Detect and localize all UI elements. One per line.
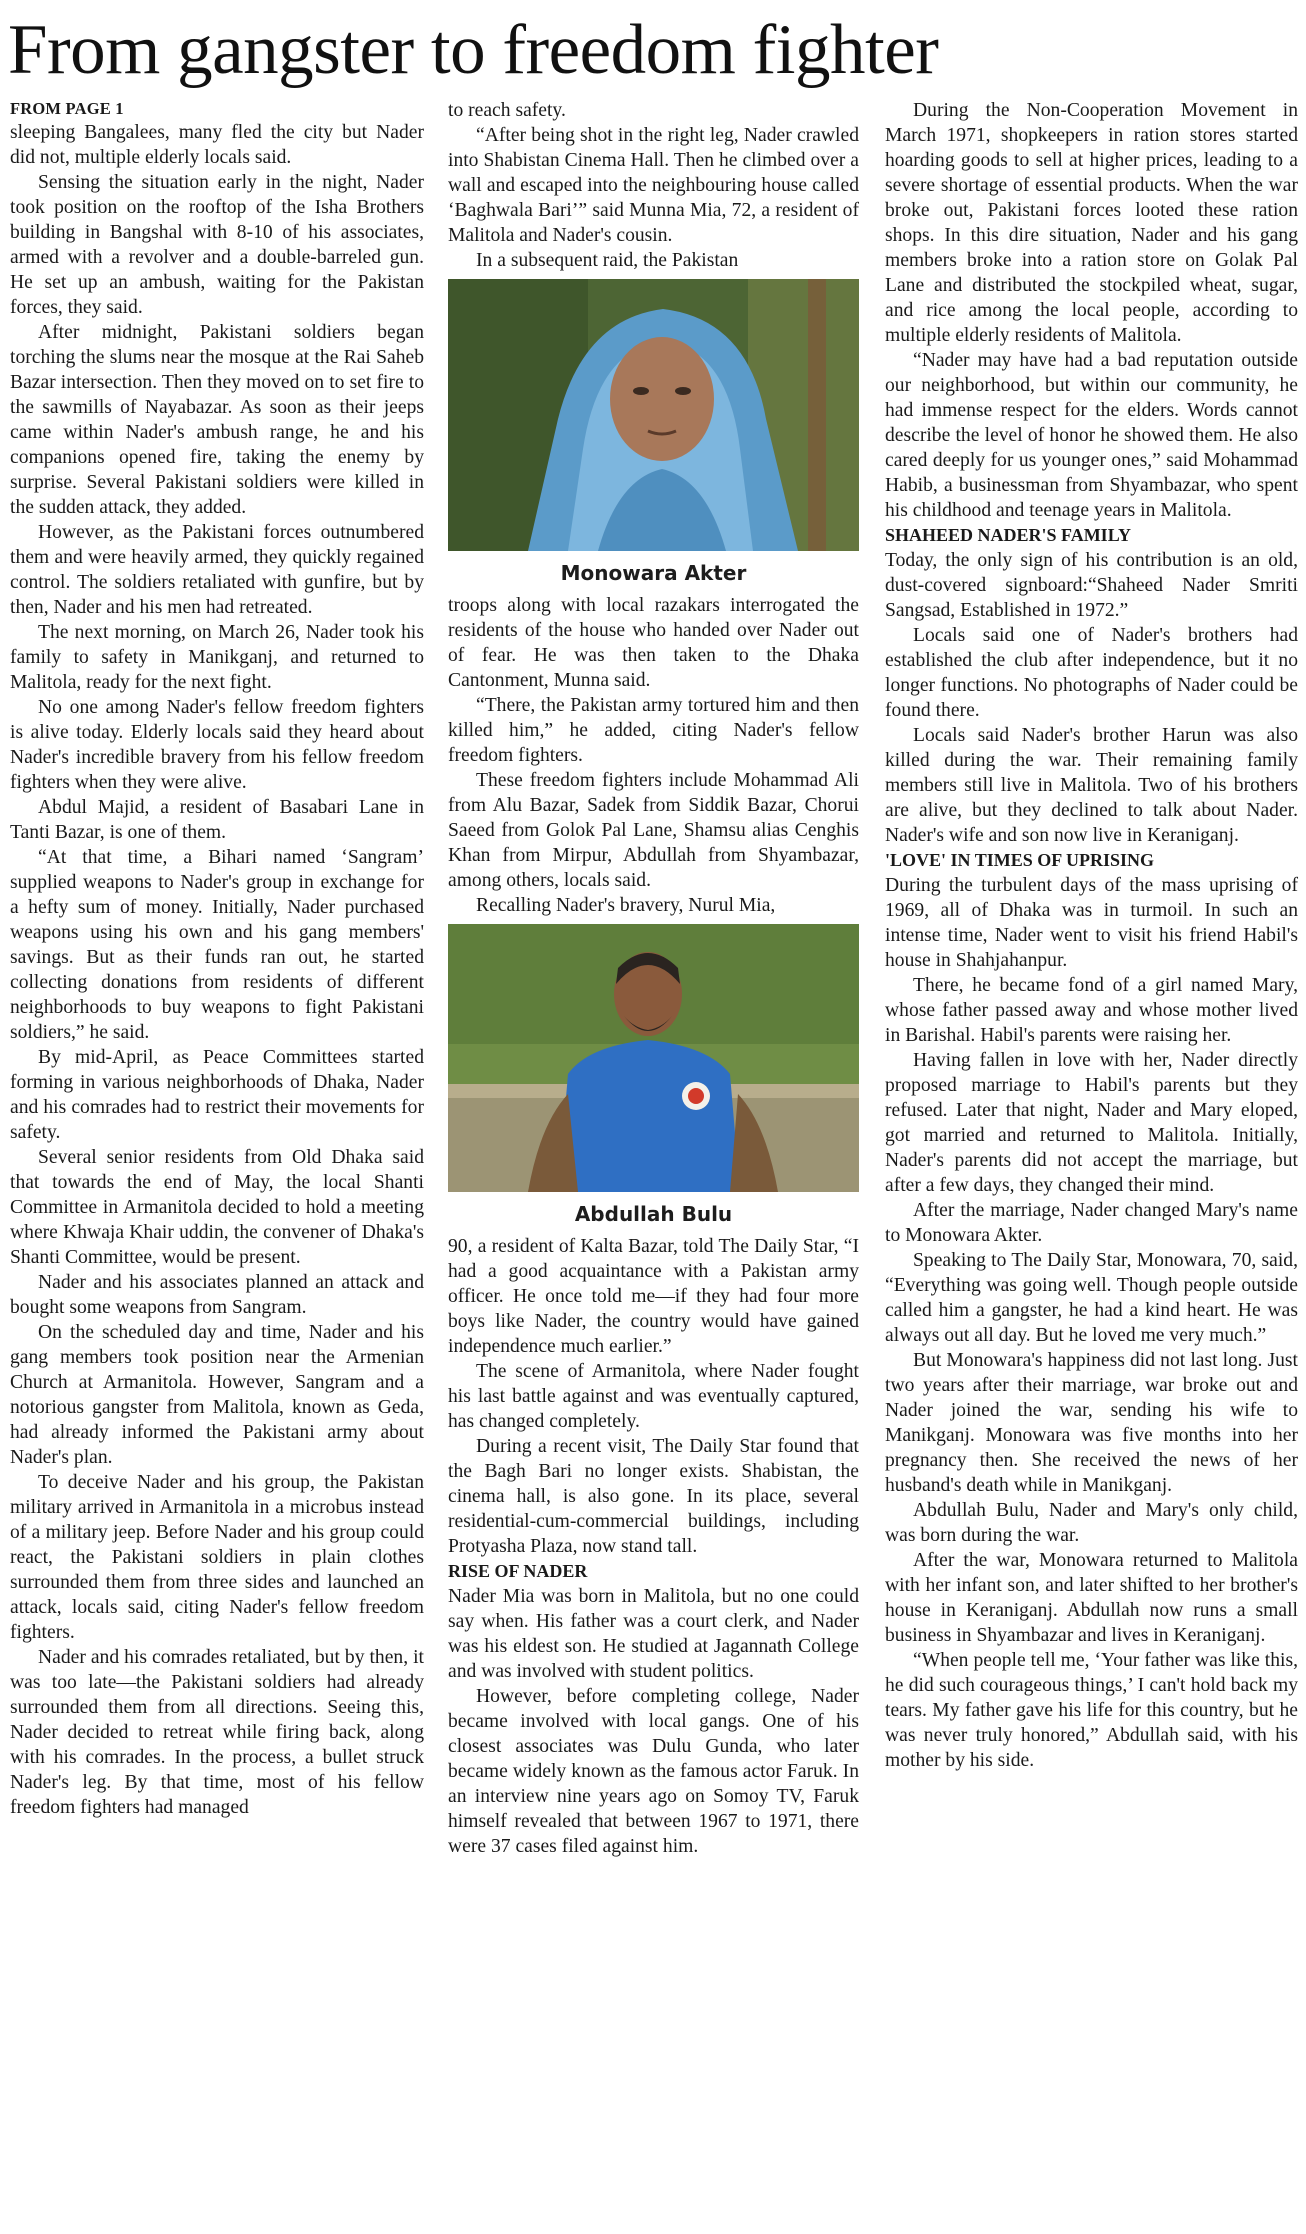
paragraph: During a recent visit, The Daily Star found that the Bagh Bari no longer exists. Shabistan, the cinema hall, is also gone. In its place, several residential-cum-commercial buildings, including Protyasha Plaza, now stand tall. — [448, 1436, 859, 1557]
paragraph: Nader Mia was born in Malitola, but no one could say when. His father was a court clerk, and Nader was his eldest son. He studied at Jagannath College and was involved with student politics. — [448, 1586, 859, 1682]
paragraph: “After being shot in the right leg, Nader crawled into Shabistan Cinema Hall. Then he climbed over a wall and escaped into the neighbouring house called ‘Baghwala Bari’” said Munna Mia, 72, a resident of Malitola and Nader's cousin. — [448, 125, 859, 246]
paragraph: After midnight, Pakistani soldiers began torching the slums near the mosque at the Rai Saheb Bazar intersection. Then they moved on to set fire to the sawmills of Nayabazar. As soon as their jeeps came within Nader's ambush range, he and his companions opened fire, taking the enemy by surprise. Several Pakistani soldiers were killed in the sudden attack, they added. — [10, 322, 424, 518]
photo-abdullah-figure — [448, 924, 859, 1228]
paragraph: Having fallen in love with her, Nader directly proposed marriage to Habil's parents but they refused. Later that night, Nader and Mary eloped, got married and returned to Malitola. Initially, Nader's parents did not accept the marriage, but after a few days, they changed their mind. — [885, 1050, 1298, 1196]
paragraph: Nader and his comrades retaliated, but by then, it was too late—the Pakistani soldiers had already surrounded them from all directions. Seeing this, Nader decided to retreat while firing back, along with his comrades. In the process, a bullet struck Nader's leg. By that time, most of his fellow freedom fighters had managed — [10, 1647, 424, 1818]
paragraph: By mid-April, as Peace Committees started forming in various neighborhoods of Dhaka, Nader and his comrades had to restrict their movements for safety. — [10, 1047, 424, 1143]
article-column-2 — [448, 98, 859, 1859]
paragraph: On the scheduled day and time, Nader and his gang members took position near the Armenian Church at Armanitola. However, Sangram and a notorious gangster from Malitola, known as Geda, had already informed the Pakistani army about Nader's plan. — [10, 1322, 424, 1468]
paragraph: During the Non-Cooperation Movement in March 1971, shopkeepers in ration stores started hoarding goods to sell at higher prices, leading to a severe shortage of essential products. When the war broke out, Pakistani forces looted these ration shops. In this dire situation, Nader and his gang members broke into a ration store on Golak Pal Lane and distributed the stockpiled wheat, sugar, and rice among the local people, according to multiple elderly residents of Malitola. — [885, 100, 1298, 346]
paragraph: But Monowara's happiness did not last long. Just two years after their marriage, war broke out and Nader joined the war, sending his wife to Manikganj. Monowara was five months into her pregnancy then. She received the news of her husband's death while in Manikganj. — [885, 1350, 1298, 1496]
paragraph: These freedom fighters include Mohammad Ali from Alu Bazar, Sadek from Siddik Bazar, Chorui Saeed from Golok Pal Lane, Shamsu alias Cenghis Khan from Mirpur, Abdullah from Shyambazar, among others, locals said. — [448, 770, 859, 891]
photo-monowara-figure — [448, 279, 859, 587]
paragraph: Today, the only sign of his contribution is an old, dust-covered signboard:“Shaheed Nader Smriti Sangsad, Established in 1972.” — [885, 550, 1298, 621]
paragraph: Nader and his associates planned an attack and bought some weapons from Sangram. — [10, 1272, 424, 1318]
paragraph: To deceive Nader and his group, the Pakistan military arrived in Armanitola in a microbus instead of a military jeep. Before Nader and his group could react, the Pakistani soldiers in plain clothes surrounded them from three sides and launched an attack, locals said, citing Nader's fellow freedom fighters. — [10, 1472, 424, 1643]
paragraph: 90, a resident of Kalta Bazar, told The Daily Star, “I had a good acquaintance with a Pakistan army officer. He once told me—if they had four more boys like Nader, the country would have gained independence much earlier.” — [448, 1236, 859, 1357]
photo-caption-monowara: Monowara Akter — [560, 561, 747, 585]
subheading-love-in-times-of-uprising: 'LOVE' IN TIMES OF UPRISING — [885, 850, 1155, 870]
paragraph: Abdullah Bulu, Nader and Mary's only child, was born during the war. — [885, 1500, 1298, 1546]
paragraph: No one among Nader's fellow freedom fighters is alive today. Elderly locals said they heard about Nader's incredible bravery from his fellow freedom fighters when they were alive. — [10, 697, 424, 793]
paragraph: The scene of Armanitola, where Nader fought his last battle against and was eventually captured, has changed completely. — [448, 1361, 859, 1432]
article-column-1 — [10, 98, 424, 1820]
paragraph: After the marriage, Nader changed Mary's name to Monowara Akter. — [885, 1200, 1298, 1246]
kicker-from-page: FROM PAGE 1 — [10, 99, 124, 118]
paragraph: Sensing the situation early in the night, Nader took position on the rooftop of the Isha Brothers building in Bangshal with 8-10 of his associates, armed with a revolver and a double-barreled gun. He set up an ambush, waiting for the Pakistan forces, they said. — [10, 172, 424, 318]
paragraph: “At that time, a Bihari named ‘Sangram’ supplied weapons to Nader's group in exchange for a hefty sum of money. Initially, Nader purchased weapons using his own and his gang members' savings. But as their funds ran out, he started collecting donations from residents of different neighborhoods to buy weapons to fight Pakistani soldiers,” he said. — [10, 847, 424, 1043]
paragraph: to reach safety. — [448, 100, 566, 121]
photo-abdullah-bulu — [448, 924, 859, 1192]
subheading-rise-of-nader: RISE OF NADER — [448, 1561, 588, 1581]
photo-monowara-akter — [448, 279, 859, 551]
paragraph: However, as the Pakistani forces outnumbered them and were heavily armed, they quickly regained control. The soldiers retaliated with gunfire, but by then, Nader and his men had retreated. — [10, 522, 424, 618]
paragraph: troops along with local razakars interrogated the residents of the house who handed over Nader out of fear. He was then taken to the Dhaka Cantonment, Munna said. — [448, 595, 859, 691]
paragraph: Locals said one of Nader's brothers had established the club after independence, but it no longer functions. No photographs of Nader could be found there. — [885, 625, 1298, 721]
paragraph: “When people tell me, ‘Your father was like this, he did such courageous things,’ I can't hold back my tears. My father gave his life for this country, but he was never truly honored,” Abdullah said, with his mother by his side. — [885, 1650, 1298, 1771]
paragraph: Several senior residents from Old Dhaka said that towards the end of May, the local Shanti Committee in Armanitola decided to hold a meeting where Khwaja Khair uddin, the convener of Dhaka's Shanti Committee, would be present. — [10, 1147, 424, 1268]
portrait-monowara-illustration — [448, 279, 859, 551]
paragraph: Speaking to The Daily Star, Monowara, 70, said, “Everything was going well. Though people outside called him a gangster, he had a kind heart. He was always out all day. But he loved me very much.” — [885, 1250, 1298, 1346]
subheading-shaheed-nader-family: SHAHEED NADER'S FAMILY — [885, 525, 1132, 545]
paragraph: Locals said Nader's brother Harun was also killed during the war. Their remaining family members still live in Malitola. Two of his brothers are alive, but they declined to talk about Nader. Nader's wife and son now live in Keraniganj. — [885, 725, 1298, 846]
paragraph: In a subsequent raid, the Pakistan — [476, 250, 739, 271]
paragraph: After the war, Monowara returned to Malitola with her infant son, and later shifted to her brother's house in Keraniganj. Abdullah now runs a small business in Shyambazar and lives in Keraniganj. — [885, 1550, 1298, 1646]
headline: From gangster to freedom fighter — [8, 11, 939, 89]
paragraph: Recalling Nader's bravery, Nurul Mia, — [476, 895, 776, 916]
paragraph: Abdul Majid, a resident of Basabari Lane in Tanti Bazar, is one of them. — [10, 797, 424, 843]
paragraph: “Nader may have had a bad reputation outside our neighborhood, but within our community, he had immense respect for the elders. Words cannot describe the level of honor he showed them. He also cared deeply for us younger ones,” said Mohammad Habib, a businessman from Shyambazar, who spent his childhood and teenage years in Malitola. — [885, 350, 1298, 521]
paragraph: During the turbulent days of the mass uprising of 1969, all of Dhaka was in turmoil. In such an intense time, Nader went to visit his friend Habil's house in Shahjahanpur. — [885, 875, 1298, 971]
photo-caption-abdullah: Abdullah Bulu — [574, 1202, 733, 1226]
paragraph: The next morning, on March 26, Nader took his family to safety in Manikganj, and returned to Malitola, ready for the next fight. — [10, 622, 424, 693]
paragraph: There, he became fond of a girl named Mary, whose father passed away and whose mother lived in Barishal. Habil's parents were raising her. — [885, 975, 1298, 1046]
paragraph: However, before completing college, Nader became involved with local gangs. One of his closest associates was Dulu Gunda, who later became widely known as the famous actor Faruk. In an interview nine years ago on Somoy TV, Faruk himself revealed that between 1967 to 1971, there were 37 cases filed against him. — [448, 1686, 859, 1857]
portrait-abdullah-illustration — [448, 924, 859, 1192]
paragraph: “There, the Pakistan army tortured him and then killed him,” he added, citing Nader's fellow freedom fighters. — [448, 695, 859, 766]
article-column-3 — [885, 98, 1298, 1773]
paragraph: sleeping Bangalees, many fled the city but Nader did not, multiple elderly locals said. — [10, 122, 424, 168]
